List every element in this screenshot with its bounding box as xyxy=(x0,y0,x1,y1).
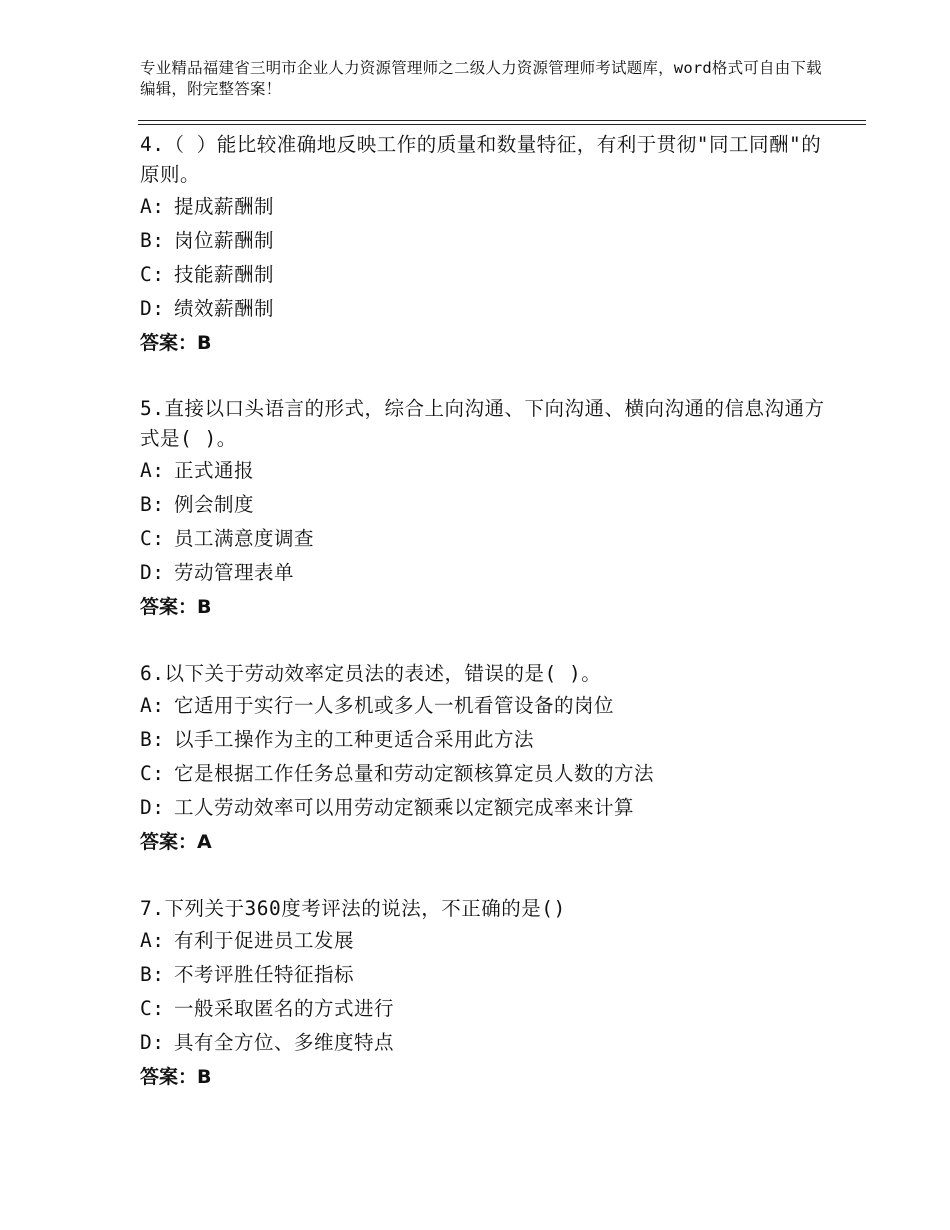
option-key: C: xyxy=(140,527,165,550)
option-text: 它是根据工作任务总量和劳动定额核算定员人数的方法 xyxy=(174,762,655,785)
option-text: 提成薪酬制 xyxy=(174,195,275,218)
answer-label: 答案：B xyxy=(140,596,212,618)
option-text: 具有全方位、多维度特点 xyxy=(174,1031,395,1054)
header-double-rule xyxy=(138,120,866,125)
option-text: 正式通报 xyxy=(174,459,255,482)
question-stem: 6.以下关于劳动效率定员法的表述，错误的是( )。 xyxy=(140,662,602,685)
option-text: 一般采取匿名的方式进行 xyxy=(174,997,395,1020)
option-text: 它适用于实行一人多机或多人一机看管设备的岗位 xyxy=(174,694,615,717)
answer-label: 答案：A xyxy=(140,831,212,853)
option-text: 技能薪酬制 xyxy=(174,263,275,286)
option-key: C: xyxy=(140,762,165,785)
question-list xyxy=(140,130,830,1129)
option-text: 员工满意度调查 xyxy=(174,527,315,550)
option-d xyxy=(140,791,830,825)
option-key: A: xyxy=(140,694,165,717)
question-stem: 5.直接以口头语言的形式，综合上向沟通、下向沟通、横向沟通的信息沟通方式是( )。 xyxy=(140,397,825,450)
option-text: 不考评胜任特征指标 xyxy=(174,963,355,986)
question-stem: 4.（ ）能比较准确地反映工作的质量和数量特征，有利于贯彻"同工同酬"的原则。 xyxy=(140,133,822,186)
question-5 xyxy=(140,394,830,624)
option-a xyxy=(140,924,830,958)
option-key: D: xyxy=(140,1031,165,1054)
option-key: D: xyxy=(140,297,165,320)
option-a xyxy=(140,689,830,723)
option-key: C: xyxy=(140,997,165,1020)
option-text: 岗位薪酬制 xyxy=(174,229,275,252)
option-text: 绩效薪酬制 xyxy=(174,297,275,320)
option-b xyxy=(140,958,830,992)
option-a xyxy=(140,190,830,224)
option-key: A: xyxy=(140,459,165,482)
option-c xyxy=(140,757,830,791)
option-key: D: xyxy=(140,796,165,819)
option-key: C: xyxy=(140,263,165,286)
question-stem: 7.下列关于360度考评法的说法，不正确的是() xyxy=(140,897,566,920)
option-text: 有利于促进员工发展 xyxy=(174,929,355,952)
question-7 xyxy=(140,894,830,1094)
option-a xyxy=(140,454,830,488)
question-4 xyxy=(140,130,830,360)
answer-label: 答案：B xyxy=(140,1066,212,1088)
option-key: B: xyxy=(140,493,165,516)
option-d xyxy=(140,556,830,590)
option-c xyxy=(140,992,830,1026)
option-text: 工人劳动效率可以用劳动定额乘以定额完成率来计算 xyxy=(174,796,635,819)
answer-label: 答案：B xyxy=(140,332,212,354)
option-key: B: xyxy=(140,963,165,986)
document-header: 专业精品福建省三明市企业人力资源管理师之二级人力资源管理师考试题库，word格式可自由下载编辑，附完整答案！ xyxy=(140,59,822,98)
option-key: D: xyxy=(140,561,165,584)
option-text: 劳动管理表单 xyxy=(174,561,295,584)
option-key: B: xyxy=(140,229,165,252)
option-d xyxy=(140,292,830,326)
option-key: A: xyxy=(140,929,165,952)
option-d xyxy=(140,1026,830,1060)
option-b xyxy=(140,488,830,522)
option-c xyxy=(140,522,830,556)
option-text: 例会制度 xyxy=(174,493,255,516)
option-key: B: xyxy=(140,728,165,751)
option-text: 以手工操作为主的工种更适合采用此方法 xyxy=(174,728,535,751)
option-key: A: xyxy=(140,195,165,218)
option-b xyxy=(140,723,830,757)
question-6 xyxy=(140,659,830,859)
option-c xyxy=(140,258,830,292)
option-b xyxy=(140,224,830,258)
